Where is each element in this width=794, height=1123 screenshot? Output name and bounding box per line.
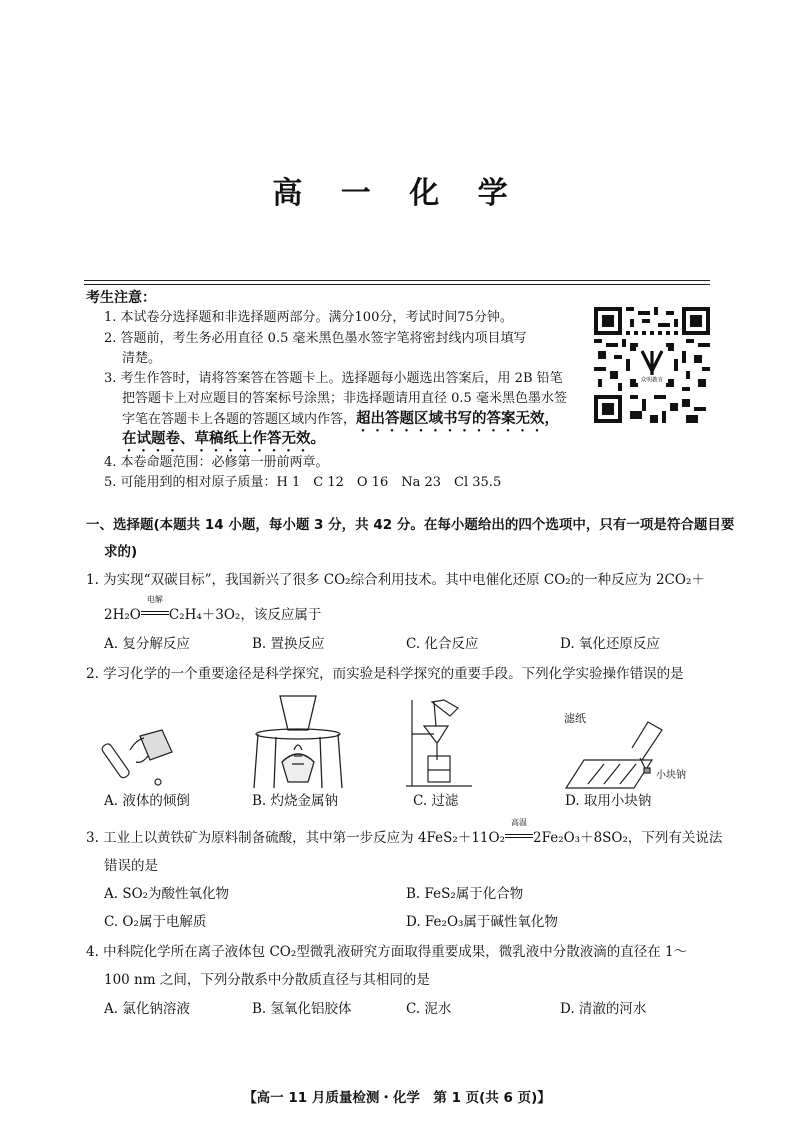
- q4-stem-cont: 100 nm 之间，下列分散系中分散质直径与其相同的是: [104, 972, 430, 988]
- notice-heading: 考生注意：: [86, 290, 156, 306]
- q2-option-a[interactable]: A. 液体的倾倒: [104, 793, 190, 809]
- q3-stem-b: 2Fe₂O₃＋8SO₂，下列有关说法: [533, 830, 723, 846]
- figure-liquid-pouring-icon: [100, 700, 190, 790]
- q1-equation: [104, 595, 322, 625]
- notice-item-3: 3. 考生作答时，请将答案答在答题卡上。选择题每小题选出答案后，用 2B 铅笔: [104, 371, 563, 386]
- qr-code-icon[interactable]: [594, 307, 710, 423]
- q3-option-c[interactable]: C. O₂属于电解质: [104, 914, 207, 930]
- figure-label-filter-paper: 滤纸: [564, 712, 586, 725]
- q2-option-c[interactable]: C. 过滤: [413, 793, 459, 809]
- page-footer: 【高一 11 月质量检测・化学 第 1 页(共 6 页)】: [243, 1090, 551, 1106]
- section-heading: 一、选择题(本题共 14 小题，每小题 3 分，共 42 分。在每小题给出的四个选项中，只有一项是符合题目要: [86, 517, 735, 533]
- notice-emphasis-1: 超出答题区域书写的答案无效，: [356, 411, 560, 427]
- q3-option-a[interactable]: A. SO₂为酸性氧化物: [104, 886, 230, 902]
- figure-burning-sodium-icon: [246, 690, 350, 790]
- notice-item-1: 1. 本试卷分选择题和非选择题两部分。满分100分，考试时间75分钟。: [104, 310, 513, 325]
- q2-stem: 2. 学习化学的一个重要途径是科学探究，而实验是科学探究的重要手段。下列化学实验操作错误的是: [86, 666, 684, 682]
- q2-option-b[interactable]: B. 灼烧金属钠: [252, 793, 339, 809]
- q2-option-d[interactable]: D. 取用小块钠: [565, 793, 652, 809]
- q3-option-b[interactable]: B. FeS₂属于化合物: [406, 886, 524, 902]
- notice-item-2: 2. 答题前，考生务必用直径 0.5 毫米黑色墨水签字笔将密封线内项目填写: [104, 331, 527, 346]
- notice-emphasis-2: 在试题卷、草稿纸上作答无效。: [122, 431, 325, 447]
- header-rule: [84, 280, 710, 281]
- q4-option-d[interactable]: D. 清澈的河水: [560, 1001, 647, 1017]
- q4-stem: 4. 中科院化学所在离子液体包 CO₂型微乳液研究方面取得重要成果，微乳液中分散液滴的直径在 1～: [86, 944, 688, 960]
- header-rule-thin: [84, 284, 710, 285]
- page-title: 高 一 化 学: [272, 176, 522, 211]
- q4-option-a[interactable]: A. 氯化钠溶液: [104, 1001, 190, 1017]
- notice-item-3-cont: 把答题卡上对应题目的答案标号涂黑；非选择题请用直径 0.5 毫米黑色墨水签: [122, 391, 567, 406]
- notice-item-5: 5. 可能用到的相对原子质量：H 1 C 12 O 16 Na 23 Cl 35.5: [104, 475, 502, 490]
- q1-option-c[interactable]: C. 化合反应: [406, 636, 479, 652]
- notice-item-4: 4. 本卷命题范围：必修第一册前两章。: [104, 455, 329, 470]
- q4-option-c[interactable]: C. 泥水: [406, 1001, 452, 1017]
- q1-eq-left: 2H₂O: [104, 607, 141, 623]
- figure-filtration-icon: [404, 696, 474, 790]
- q3-stem-cont: 错误的是: [104, 858, 158, 874]
- notice-item-3-part: 字笔在答题卡上各题的答题区域内作答，: [122, 412, 357, 427]
- q1-option-b[interactable]: B. 置换反应: [252, 636, 325, 652]
- q3-stem-a: 3. 工业上以黄铁矿为原料制备硫酸，其中第一步反应为 4FeS₂＋11O₂: [86, 830, 505, 846]
- q1-eq-right: C₂H₄＋3O₂，该反应属于: [168, 607, 322, 623]
- q3-eq-arrow: [505, 818, 533, 848]
- q1-option-d[interactable]: D. 氧化还原反应: [560, 636, 660, 652]
- figure-sodium-pick-icon: [562, 708, 692, 792]
- figure-label-sodium: 小块钠: [656, 770, 686, 781]
- section-heading-cont: 求的): [104, 544, 138, 560]
- q1-eq-arrow: [141, 595, 169, 625]
- qr-label: 众明教育: [640, 377, 664, 384]
- q1-option-a[interactable]: A. 复分解反应: [104, 636, 190, 652]
- notice-item-2-cont: 清楚。: [122, 351, 162, 366]
- q3-option-d[interactable]: D. Fe₂O₃属于碱性氧化物: [406, 914, 558, 930]
- q3-stem: [86, 818, 723, 848]
- q3-eq-cond: 高温: [511, 818, 527, 827]
- q1-eq-cond: 电解: [146, 595, 163, 604]
- q4-option-b[interactable]: B. 氢氧化铝胶体: [252, 1001, 352, 1017]
- q1-stem: 1. 为实现“双碳目标”，我国新兴了很多 CO₂综合利用技术。其中电催化还原 CO₂的一种反应为 2CO₂＋: [86, 572, 705, 588]
